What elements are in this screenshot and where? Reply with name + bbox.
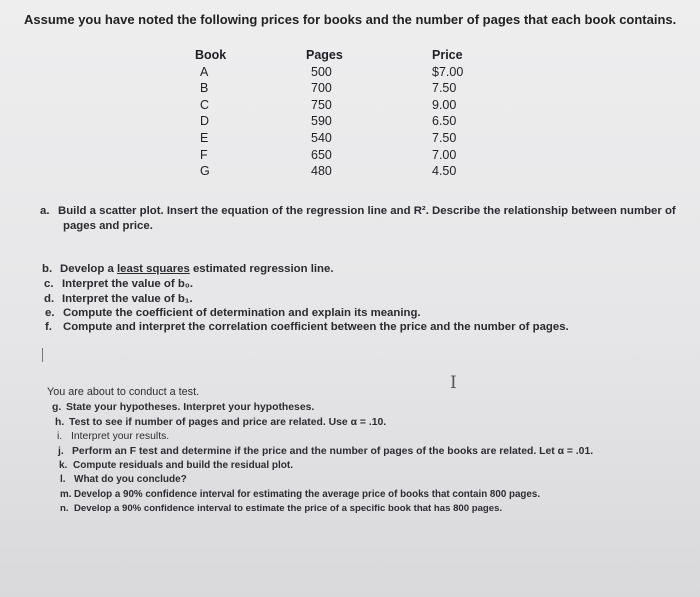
least-squares-link[interactable]: least squares: [116, 263, 190, 275]
question-text: What do you conclude?: [74, 474, 187, 485]
pages-cell: 650: [311, 147, 332, 162]
question-e: [45, 306, 421, 321]
question-label: a.: [40, 205, 50, 217]
question-label: b.: [42, 263, 53, 275]
price-header: Price: [432, 48, 463, 62]
question-label: m.: [60, 489, 72, 500]
question-l: [60, 473, 187, 486]
book-cell: F: [200, 147, 208, 162]
question-text: Develop a 90% confidence interval for estimating the average price of books that contain 800 pages.: [74, 489, 541, 500]
question-label: l.: [60, 474, 66, 485]
question-text: Interpret the value of b₀.: [62, 278, 194, 290]
question-label: i.: [57, 431, 63, 442]
question-label: e.: [45, 307, 55, 319]
question-text: State your hypotheses. Interpret your hypotheses.: [66, 402, 315, 413]
price-column: [420, 47, 470, 180]
question-n: [60, 502, 502, 515]
price-cell: 7.50: [432, 81, 457, 96]
question-j: [58, 445, 593, 458]
question-f: [45, 320, 569, 335]
book-cell: B: [200, 81, 209, 96]
question-text: Perform an F test and determine if the price and the number of pages of the books are related. Let α = .01.: [72, 446, 594, 457]
intro-text: Assume you have noted the following prices for books and the number of pages that each book contains.: [24, 12, 677, 27]
question-label: h.: [55, 417, 65, 428]
question-text: Compute and interpret the correlation coefficient between the price and the number of pages.: [63, 321, 569, 333]
pages-cell: 700: [311, 81, 332, 96]
pages-cell: 750: [311, 97, 332, 112]
question-label: n.: [60, 503, 69, 514]
question-label: g.: [52, 402, 62, 413]
price-cell: 7.00: [432, 147, 457, 162]
book-column: [195, 47, 226, 180]
price-cell: 4.50: [432, 164, 457, 179]
question-c: [44, 277, 193, 292]
question-h: [55, 416, 386, 429]
pages-cell: 500: [311, 64, 332, 79]
book-cell: G: [200, 164, 210, 179]
question-label: f.: [45, 321, 52, 333]
text-cursor: [42, 348, 43, 362]
test-intro: You are about to conduct a test.: [47, 386, 200, 398]
question-text: Interpret your results.: [71, 431, 170, 442]
question-b: [42, 262, 334, 277]
price-cell: 9.00: [432, 97, 457, 112]
question-text: Compute residuals and build the residual plot.: [73, 460, 294, 471]
question-g: [52, 401, 314, 414]
ibeam-cursor-icon: I: [450, 373, 457, 393]
question-label: k.: [59, 460, 68, 471]
book-cell: C: [200, 97, 210, 112]
pages-cell: 480: [311, 164, 332, 179]
pages-header: Pages: [306, 48, 343, 62]
question-text-continued: pages and price.: [63, 220, 153, 232]
question-label: c.: [44, 278, 54, 290]
book-header: Book: [195, 48, 227, 62]
price-cell: 6.50: [432, 114, 457, 129]
question-text: Develop a 90% confidence interval to estimate the price of a specific book that has 800 pages.: [74, 503, 503, 514]
pages-cell: 590: [311, 114, 332, 129]
question-a: [40, 204, 680, 234]
book-cell: E: [200, 130, 209, 145]
question-i: [57, 430, 169, 443]
question-label: d.: [44, 293, 55, 305]
question-text: Test to see if number of pages and price are related. Use α = .10.: [69, 417, 387, 428]
price-cell: $7.00: [432, 64, 464, 79]
question-text: Compute the coefficient of determination and explain its meaning.: [63, 307, 421, 319]
question-k: [59, 459, 293, 472]
question-text: Develop a: [60, 263, 117, 275]
question-text: Build a scatter plot. Insert the equation of the regression line and R². Describe the relationship between number of: [58, 205, 676, 217]
book-cell: D: [200, 114, 210, 129]
price-cell: 7.50: [432, 130, 457, 145]
book-cell: A: [200, 64, 209, 79]
pages-column: [306, 47, 346, 180]
question-text: estimated regression line.: [189, 263, 334, 275]
question-d: [44, 292, 193, 307]
question-text: Interpret the value of b₁.: [62, 293, 193, 305]
question-label: j.: [58, 446, 64, 457]
pages-cell: 540: [311, 130, 332, 145]
question-m: [60, 488, 540, 501]
